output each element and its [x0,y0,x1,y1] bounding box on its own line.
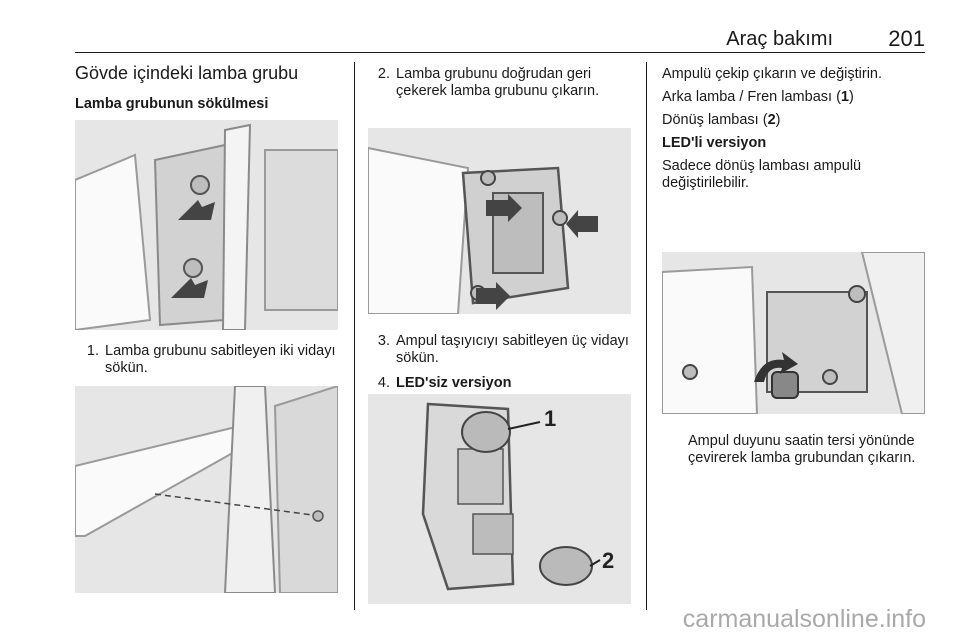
step-4: 4. LED'siz versiyon [377,375,512,391]
section-title: Gövde içindeki lamba grubu [75,63,299,83]
figure-bulb-carrier [368,394,631,604]
step-1: 1. Lamba grubunu sabitleyen iki vidayı sökün. [75,343,345,377]
step-2: 2. Lamba grubunu doğrudan geri çekerek lamba grubunu çıkarın. [366,66,641,100]
step-3: 3. Ampul taşıyıcıyı sabitleyen üç vidayı sökün. [366,333,641,367]
final-instruction: Ampul duyunu saatin tersi yönünde çevirerek lamba grubundan çıkarın. [688,433,916,466]
para-tail-brake: Arka lamba / Fren lambası (1) [662,89,854,105]
header-rule [75,52,925,53]
figure-lamp-screws [75,120,338,330]
step-3-text: Ampul taşıyıcıyı sabitleyen üç vidayı sökün. [396,333,629,366]
led-text: Sadece dönüş lambası ampulü değiştirilebilir. [662,158,862,191]
watermark: carmanualsonline.info [682,605,926,633]
page-header [75,24,925,54]
para-remove-bulb: Ampulü çekip çıkarın ve değiştirin. [662,66,883,82]
column-divider-1 [354,62,355,610]
led-heading: LED'li versiyon [662,135,767,151]
step-4-text: LED'siz versiyon [396,375,512,391]
figure-bulb-socket [662,252,925,414]
subsection-title: Lamba grubunun sökülmesi [75,96,269,112]
para-turn-signal: Dönüş lambası (2) [662,112,781,128]
callout-1: 1 [544,406,557,431]
chapter-title: Araç bakımı [726,28,833,50]
column-divider-2 [646,62,647,610]
figure-lamp-removal [75,386,338,593]
callout-2: 2 [602,548,615,573]
right-column-text [662,66,927,198]
step-2-text: Lamba grubunu doğrudan geri çekerek lamba grubunu çıkarın. [396,66,600,99]
figure-bulb-carrier-screws [368,128,631,314]
page-number: 201 [888,26,925,51]
step-1-text: Lamba grubunu sabitleyen iki vidayı sökün. [105,343,336,376]
